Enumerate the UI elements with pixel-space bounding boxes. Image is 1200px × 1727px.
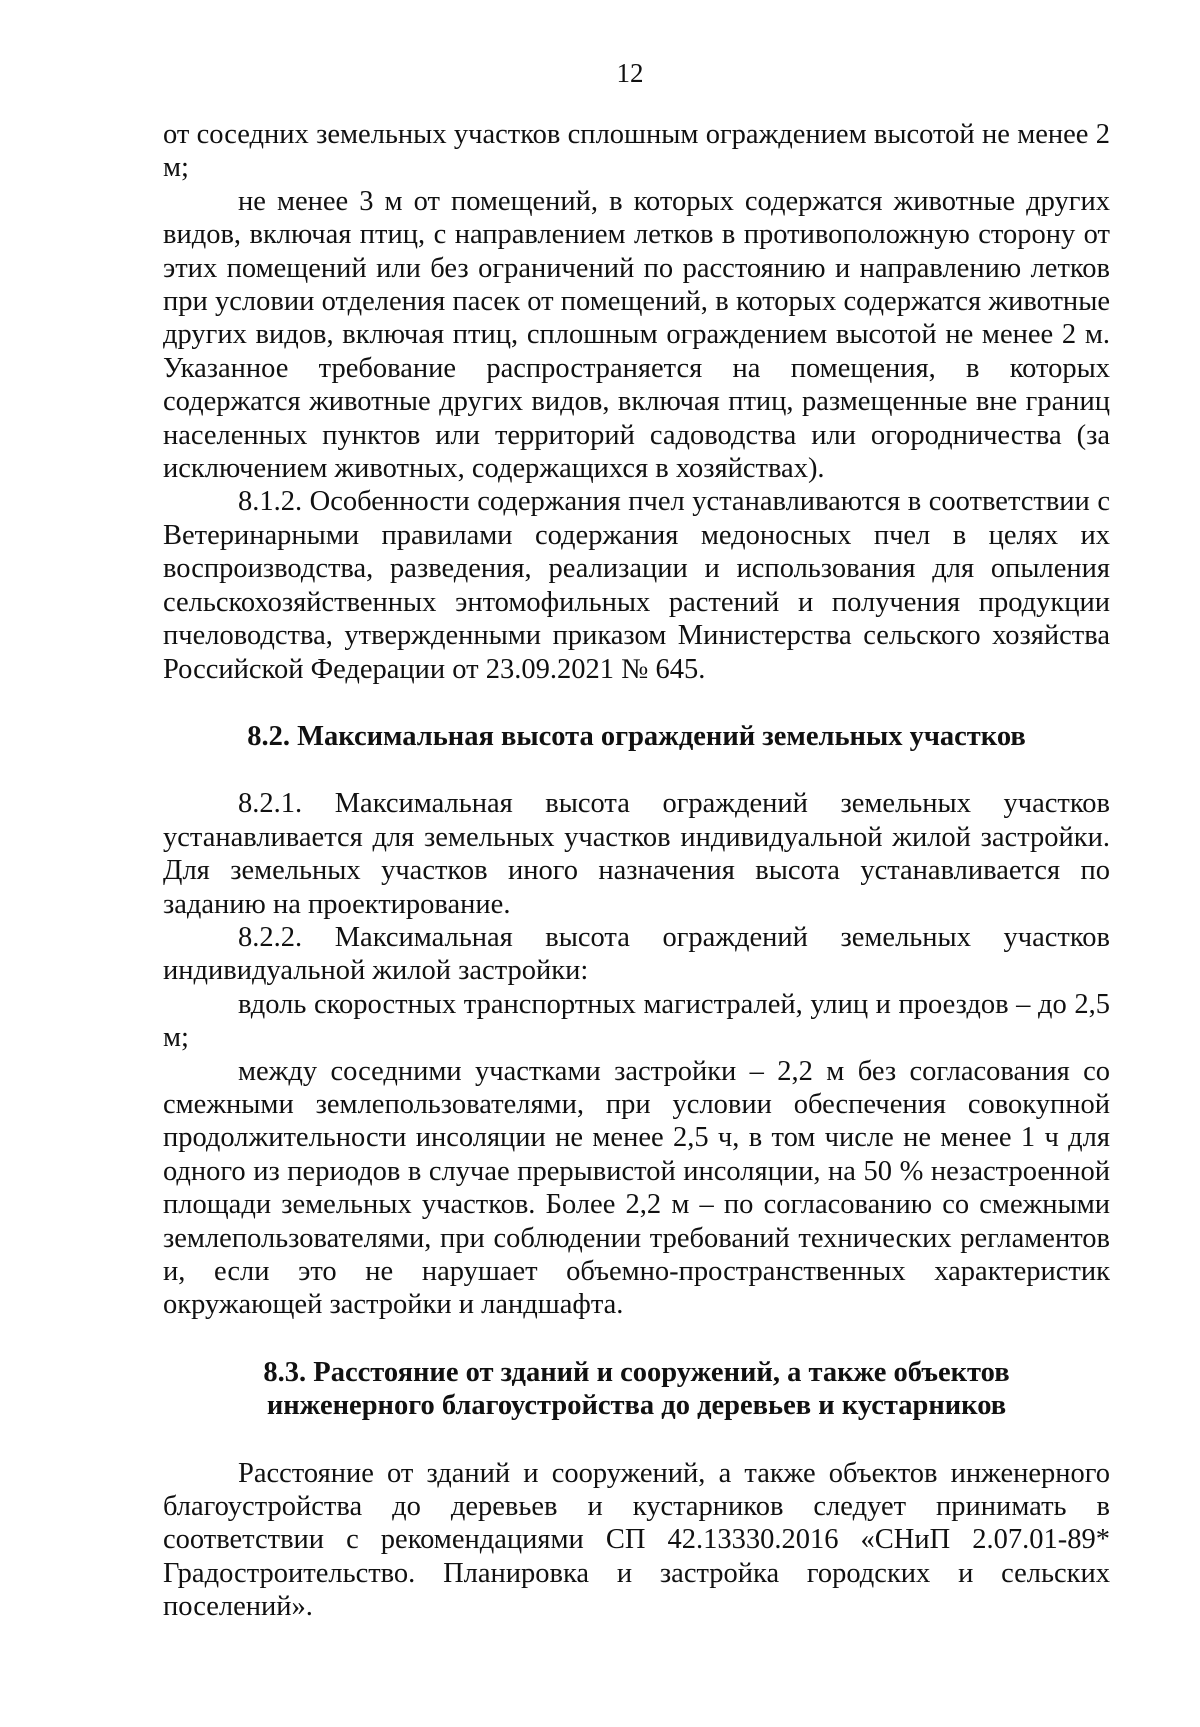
paragraph-continuation: от соседних земельных участков сплошным ограждением высотой не менее 2 м; xyxy=(163,119,1110,184)
section-heading-8-3-line-1: 8.3. Расстояние от зданий и сооружений, а также объектов xyxy=(263,1356,1010,1388)
spacer xyxy=(163,753,1110,787)
spacer xyxy=(163,686,1110,720)
page-number: 12 xyxy=(616,58,644,88)
section-heading-8-2: 8.2. Максимальная высота ограждений земельных участков xyxy=(247,720,1026,752)
section-heading-8-3-line-2: инженерного благоустройства до деревьев и кустарников xyxy=(266,1390,1007,1422)
paragraph-8-3: Расстояние от зданий и сооружений, а также объектов инженерного благоустройства до деревьев и кустарников следует принимать в соответствии с рекомендациями СП 42.13330.2016 «СНиП 2.07.01-89* Градостроительство. Планировка и застройка городских и сельских поселений». xyxy=(163,1457,1110,1623)
paragraph-8-2-1: 8.2.1. Максимальная высота ограждений земельных участков устанавливается для земельных участков индивидуальной жилой застройки. Для земельных участков иного назначения высота устанавливается по заданию на проектирование. xyxy=(163,788,1110,920)
spacer xyxy=(163,1322,1110,1356)
paragraph-fence-neighbors: между соседними участками застройки – 2,2 м без согласования со смежными землепользователями, при условии обеспечения совокупной продолжительности инсоляции не менее 2,5 ч, в том числе не менее 1 ч для одного из периодов в случае прерывистой инсоляции, на 50 % незастроенной площади земельных участков. Более 2,2 м – по согласованию со смежными землепользователями, при соблюдении требований технических регламентов и, если это не нарушает объемно-пространственных характеристик окружающей застройки и ландшафта. xyxy=(163,1055,1110,1321)
paragraph-8-1-2: 8.1.2. Особенности содержания пчел устанавливаются в соответствии с Ветеринарными правилами содержания медоносных пчел в целях их воспроизводства, разведения, реализации и использования для опыления сельскохозяйственных энтомофильных растений и получения продукции пчеловодства, утвержденными приказом Министерства сельского хозяйства Российской Федерации от 23.09.2021 № 645. xyxy=(163,486,1110,685)
paragraph-8-2-2: 8.2.2. Максимальная высота ограждений земельных участков индивидуальной жилой застройки: xyxy=(163,921,1110,987)
spacer xyxy=(163,1423,1110,1457)
paragraph-apiary-distance: не менее 3 м от помещений, в которых содержатся животные других видов, включая птиц, с направлением летков в противоположную сторону от этих помещений или без ограничений по расстоянию и направлению летков при условии отделения пасек от помещений, в которых содержатся животные других видов, включая птиц, сплошным ограждением высотой не менее 2 м. Указанное требование распространяется на помещения, в которых содержатся животные других видов, включая птиц, размещенные вне границ населенных пунктов или территорий садоводства или огородничества (за исключением животных, содержащихся в хозяйствах). xyxy=(163,185,1110,485)
document-body xyxy=(163,118,1110,1624)
paragraph-fence-roads: вдоль скоростных транспортных магистралей, улиц и проездов – до 2,5 м; xyxy=(163,988,1110,1054)
